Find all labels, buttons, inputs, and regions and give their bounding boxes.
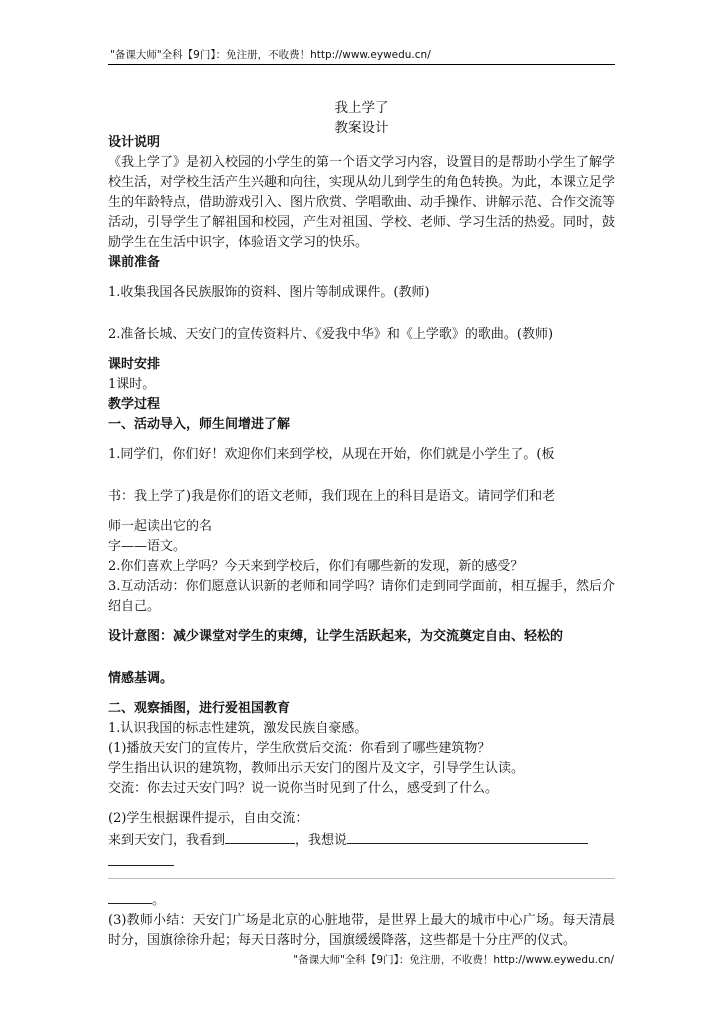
blank-line-3 [108, 851, 174, 866]
part2-sub-1b: 学生指出认识的建筑物，教师出示天安门的图片及文字，引导学生认读。 [108, 761, 525, 776]
part1-heading: 一、活动导入，师生间增进了解 [108, 417, 291, 432]
part1-item-1d: 字——语文。 [108, 539, 187, 554]
part1-item-1b: 书：我上学了)我是你们的语文老师，我们现在上的科目是语文。请同学们和老 [108, 489, 556, 504]
part2-sub-3: (3)教师小结：天安门广场是北京的心脏地带，是世界上最大的城市中心广场。每天清晨时分，国旗徐徐升起；每天日落时分，国旗缓缓降落，这些都是十分庄严的仪式。 [108, 913, 615, 948]
schedule-body: 1课时。 [108, 377, 156, 392]
part1-item-3: 3.互动活动：你们愿意认识新的老师和同学吗？请你们走到同学面前，相互握手，然后介绍自己。 [108, 579, 615, 614]
part2-sub-2: (2)学生根据课件提示，自由交流： [108, 811, 309, 826]
part2-item-1: 1.认识我国的标志性建筑，激发民族自豪感。 [108, 721, 368, 736]
fill-end-text: 。 [152, 893, 166, 908]
document-body [108, 133, 615, 951]
design-intent-b: 情感基调。 [108, 671, 174, 686]
part2-sub-1: (1)播放天安门的宣传片，学生欣赏后交流：你看到了哪些建筑物？ [108, 741, 491, 756]
part2-heading: 二、观察插图，进行爱祖国教育 [108, 701, 291, 716]
part1-item-2: 2.你们喜欢上学吗？今天来到学校后，你们有哪些新的发现，新的感受？ [108, 559, 524, 574]
part1-item-1a: 1.同学们，你们好！欢迎你们来到学校，从现在开始，你们就是小学生了。(板 [108, 447, 555, 462]
header-rule [108, 64, 615, 65]
fill-text-1: 来到天安门，我看到 [108, 833, 226, 848]
fill-text-2: ，我想说 [295, 833, 348, 848]
lesson-title: 我上学了 [334, 100, 389, 116]
blank-line-4 [108, 889, 152, 904]
schedule-heading: 课时安排 [108, 357, 161, 372]
fill-in-line [108, 829, 615, 851]
design-note-body: 《我上学了》是初入校园的小学生的第一个语文学习内容，设置目的是帮助小学生了解学校生活，对学校生活产生兴趣和向往，实现从幼儿到学生的角色转换。为此，本课立足学生的年龄特点，借助游戏引入、图片欣赏、学唱歌曲、动手操作、讲解示范、合作交流等活动，引导学生了解祖国和校园，产生对祖国、学校、老师、学习生活的热爱。同时，鼓励学生在生活中识字，体验语文学习的快乐。 [108, 155, 616, 250]
prep-heading: 课前准备 [108, 255, 161, 270]
part2-sub-1c: 交流：你去过天安门吗？说一说你当时见到了什么，感受到了什么。 [108, 781, 499, 796]
divider [108, 878, 615, 879]
lesson-subtitle: 教案设计 [334, 120, 389, 136]
part1-item-1c: 师一起读出它的名 [108, 519, 213, 534]
design-note-heading: 设计说明 [108, 135, 161, 150]
prep-item-2: 2.准备长城、天安门的宣传资料片、《爱我中华》和《上学歌》的歌曲。(教师) [108, 327, 554, 342]
fill-end-line [108, 889, 615, 911]
page-footer: "备课大师"全科【9门】：免注册，不收费！http://www.eywedu.cn/ [293, 954, 614, 966]
design-intent-a: 设计意图：减少课堂对学生的束缚，让学生活跃起来，为交流奠定自由、轻松的 [108, 629, 564, 644]
blank-line-2 [347, 829, 588, 844]
process-heading: 教学过程 [108, 397, 161, 412]
prep-item-1: 1.收集我国各民族服饰的资料、图片等制成课件。(教师) [108, 285, 430, 300]
blank-line-1 [225, 829, 295, 844]
page-header: "备课大师"全科【9门】：免注册，不收费！http://www.eywedu.cn/ [110, 49, 431, 61]
